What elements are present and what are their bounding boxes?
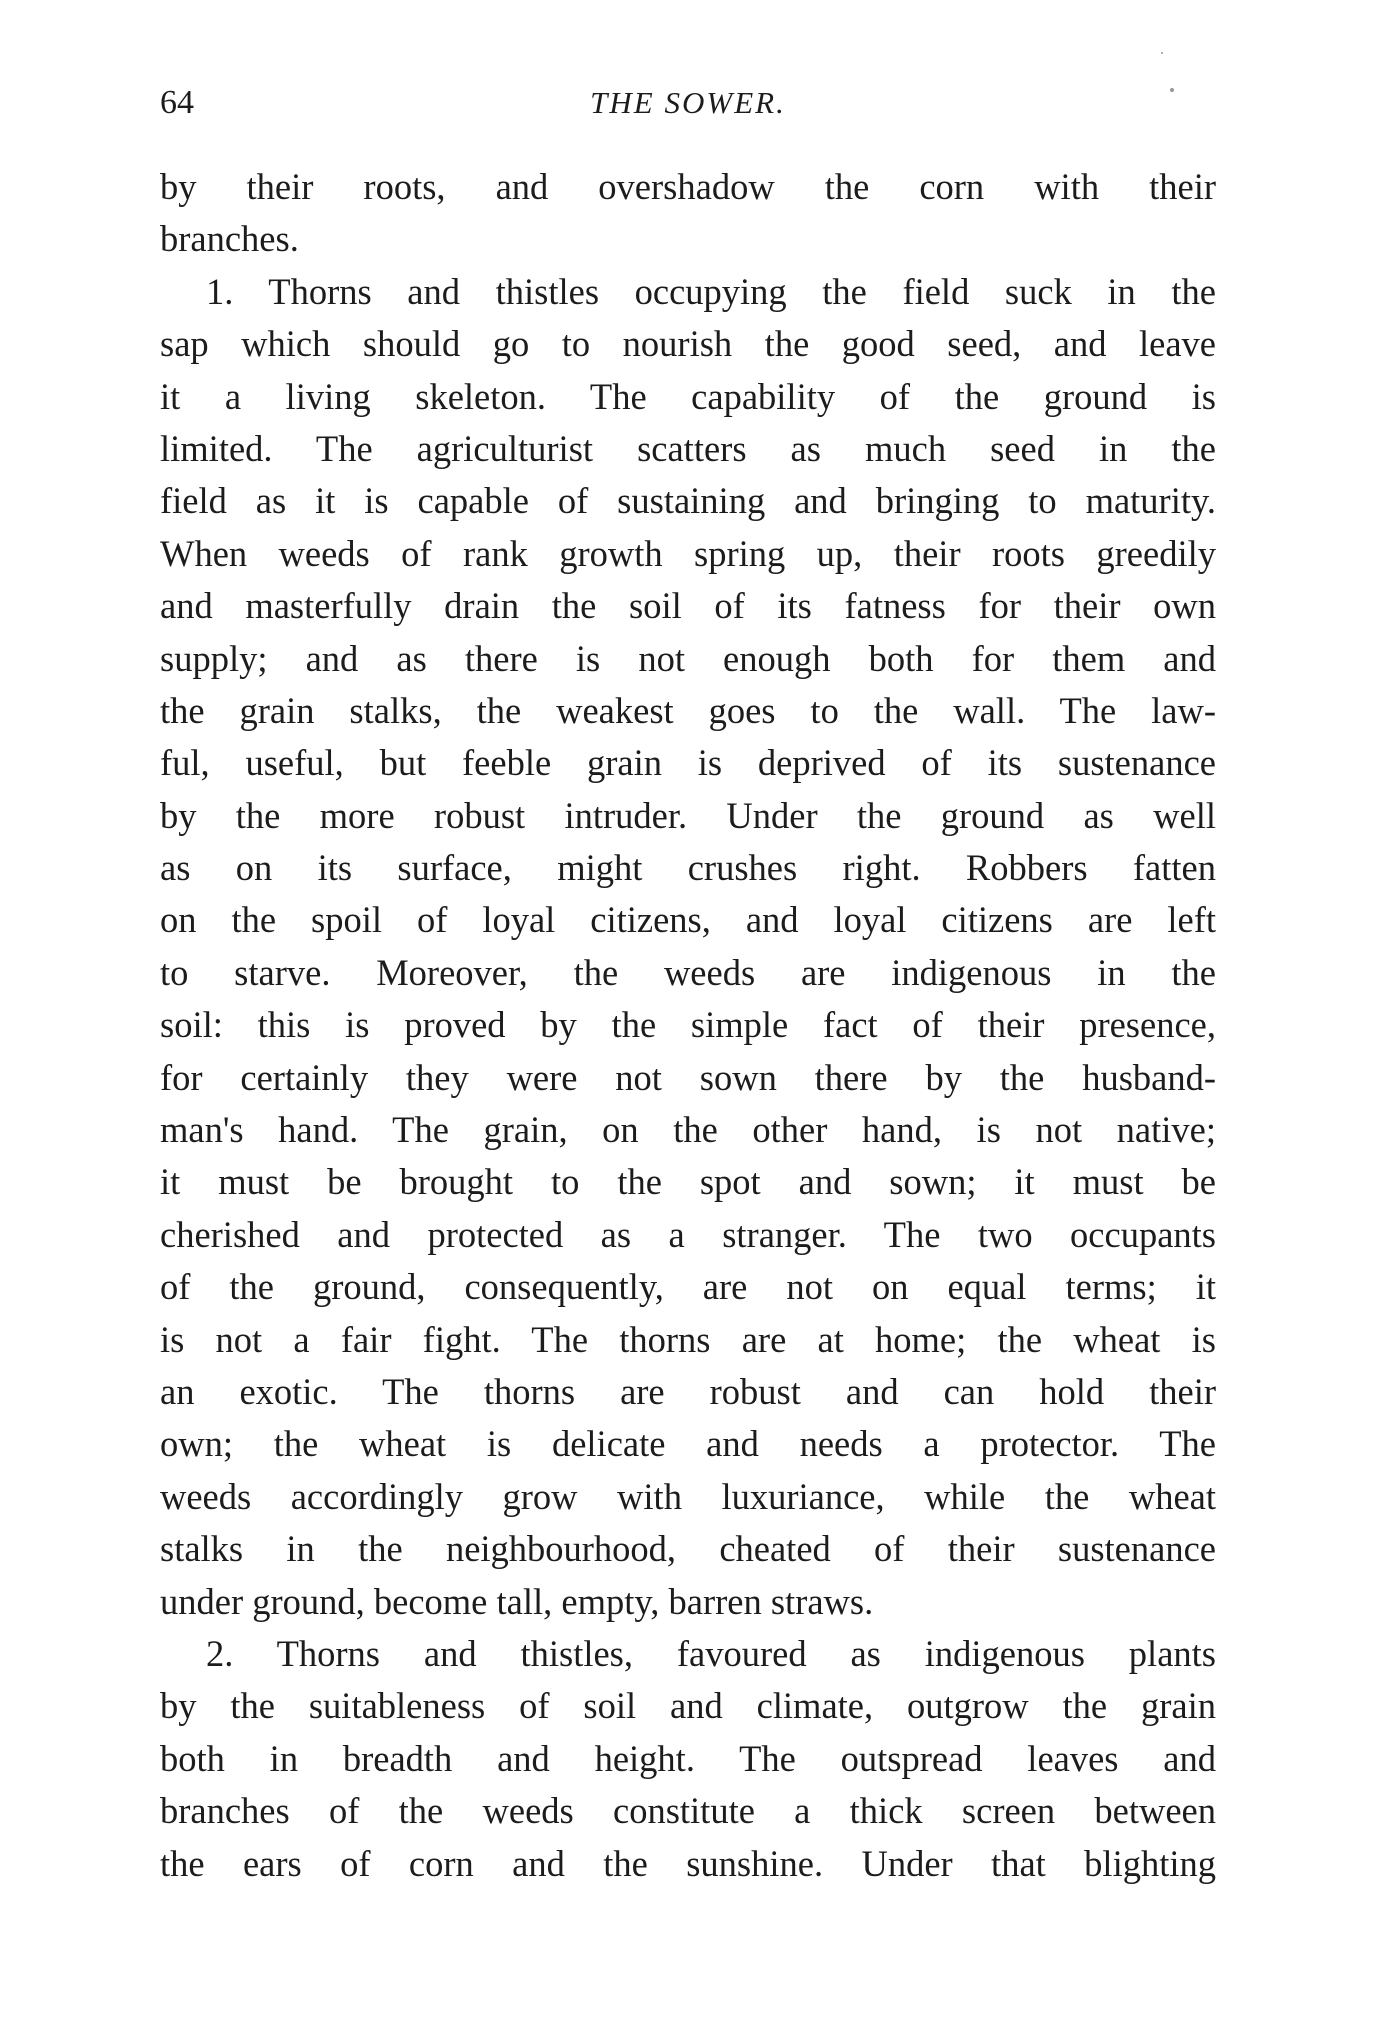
paragraph-start-line: 1. Thorns and thistles occupying the field suck in the	[206, 270, 1216, 312]
text-line: weeds accordingly grow with luxuriance, while the wheat	[160, 1475, 1216, 1517]
text-line: to starve. Moreover, the weeds are indigenous in the	[160, 951, 1216, 993]
text-line: it a living skeleton. The capability of the ground is	[160, 375, 1216, 417]
text-line: branches.	[160, 218, 299, 260]
text-line: the ears of corn and the sunshine. Under that blighting	[160, 1842, 1216, 1884]
text-line: stalks in the neighbourhood, cheated of their sustenance	[160, 1528, 1216, 1570]
body-text	[160, 161, 1216, 1890]
text-line: field as it is capable of sustaining and bringing to maturity.	[160, 480, 1216, 522]
text-line: an exotic. The thorns are robust and can hold their	[160, 1370, 1216, 1412]
text-line: cherished and protected as a stranger. The two occupants	[160, 1213, 1216, 1255]
running-head	[160, 78, 1216, 128]
text-line: soil: this is proved by the simple fact of their presence,	[160, 1004, 1216, 1046]
text-line: When weeds of rank growth spring up, their roots greedily	[160, 532, 1216, 574]
text-line: sap which should go to nourish the good seed, and leave	[160, 323, 1216, 365]
text-line: as on its surface, might crushes right. Robbers fatten	[160, 847, 1216, 889]
text-line: by the suitableness of soil and climate, outgrow the grain	[160, 1685, 1216, 1727]
text-line: is not a fair fight. The thorns are at home; the wheat is	[160, 1318, 1216, 1360]
ink-speck	[1161, 52, 1163, 54]
text-line: ful, useful, but feeble grain is deprived of its sustenance	[160, 742, 1216, 784]
text-line: the grain stalks, the weakest goes to the wall. The law-	[160, 689, 1216, 731]
text-line: of the ground, consequently, are not on equal terms; it	[160, 1266, 1216, 1308]
text-line: man's hand. The grain, on the other hand, is not native;	[160, 1109, 1216, 1151]
text-line: it must be brought to the spot and sown; it must be	[160, 1161, 1216, 1203]
text-line: by the more robust intruder. Under the ground as well	[160, 794, 1216, 836]
text-line: by their roots, and overshadow the corn with their	[160, 166, 1216, 207]
text-line: and masterfully drain the soil of its fatness for their own	[160, 585, 1216, 627]
page-number: 64	[160, 84, 194, 121]
text-line: own; the wheat is delicate and needs a protector. The	[160, 1423, 1216, 1465]
paragraph-start-line: 2. Thorns and thistles, favoured as indigenous plants	[206, 1632, 1216, 1674]
text-line: supply; and as there is not enough both for them and	[160, 637, 1216, 679]
text-line: limited. The agriculturist scatters as much seed in the	[160, 427, 1216, 469]
text-line: under ground, become tall, empty, barren straws.	[160, 1580, 874, 1622]
text-line: for certainly they were not sown there by the husband-	[160, 1056, 1216, 1098]
text-line: branches of the weeds constitute a thick screen between	[160, 1790, 1216, 1832]
text-line: both in breadth and height. The outspread leaves and	[160, 1737, 1216, 1779]
running-title: THE SOWER.	[590, 85, 786, 120]
text-line: on the spoil of loyal citizens, and loyal citizens are left	[160, 899, 1216, 941]
